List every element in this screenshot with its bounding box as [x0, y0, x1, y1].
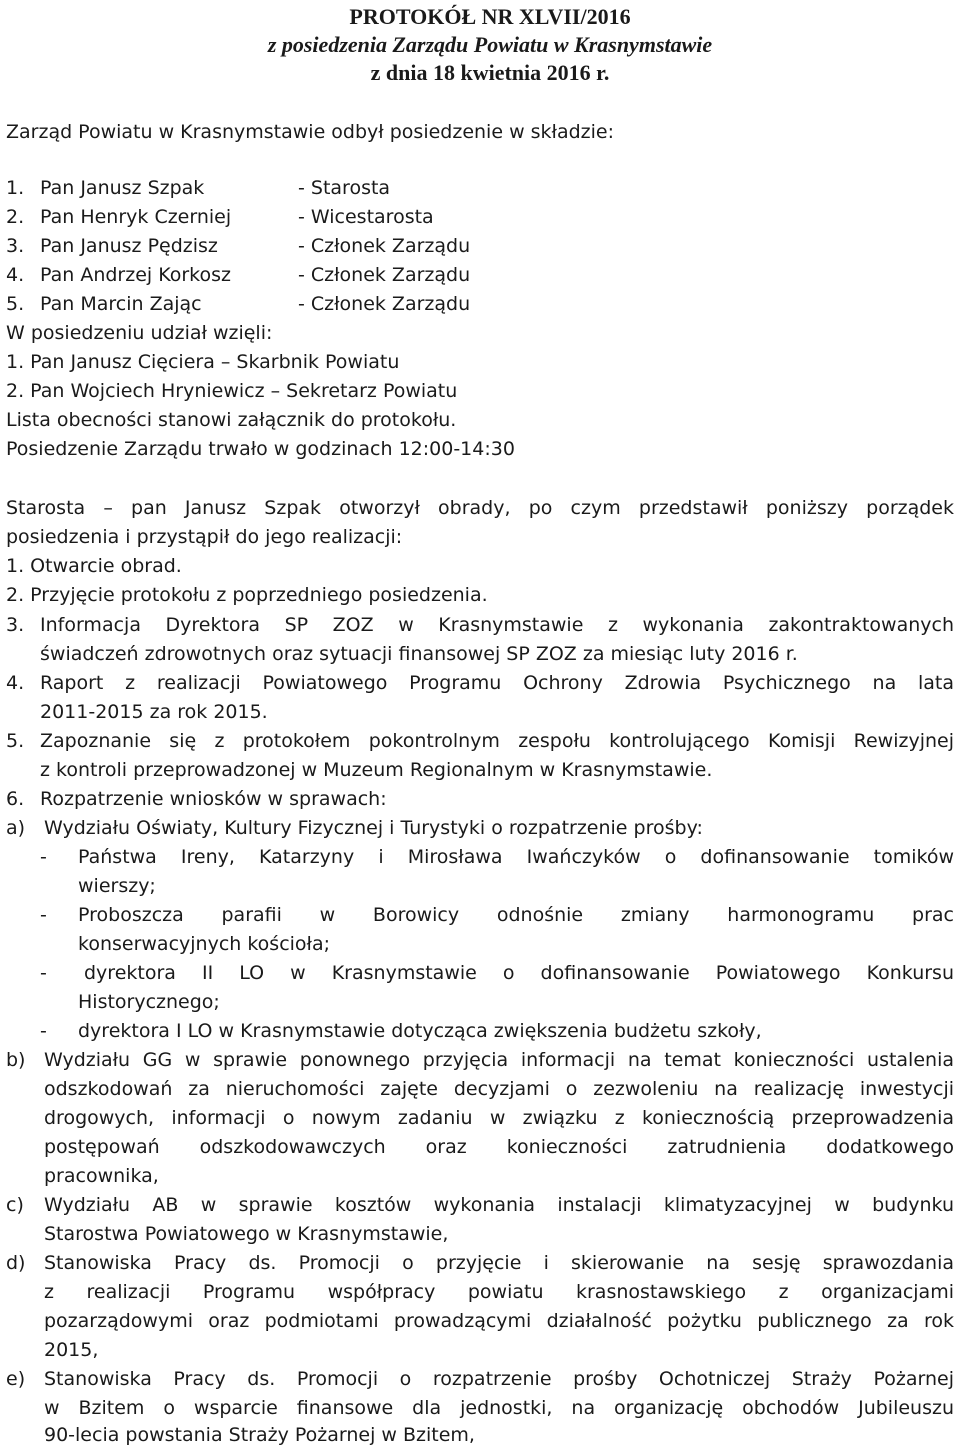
subitem-line: Wydziału AB w sprawie kosztów wykonania instalacji klimatyzacyjnej w budynku [44, 1194, 954, 1216]
subitem-marker: a) [6, 817, 26, 839]
bullet-line: dyrektora I LO w Krasnymstawie dotycząca zwiększenia budżetu szkoły, [78, 1020, 762, 1042]
subitem-line: Starostwa Powiatowego w Krasnymstawie, [44, 1223, 449, 1245]
agenda-item-line: Zapoznanie się z protokołem pokontrolnym zespołu kontrolującego Komisji Rewizyjnej [40, 730, 954, 752]
member-role: - Członek Zarządu [298, 235, 471, 257]
member-row [6, 174, 954, 202]
document-date: z dnia 18 kwietnia 2016 r. [370, 60, 610, 85]
subitem-line: 2015, [44, 1339, 99, 1361]
participant-item: 2. Pan Wojciech Hryniewicz – Sekretarz Powiatu [6, 380, 458, 402]
agenda-item: 1. Otwarcie obrad. [6, 555, 182, 577]
agenda-item-number: 4. [6, 672, 25, 694]
subitem-marker: d) [6, 1252, 26, 1274]
agenda-item-line: z kontroli przeprowadzonej w Muzeum Regionalnym w Krasnymstawie. [40, 759, 713, 781]
duration-note: Posiedzenie Zarządu trwało w godzinach 12:00-14:30 [6, 438, 515, 460]
participants-heading: W posiedzeniu udział wzięli: [6, 322, 273, 344]
agenda-item-line: Raport z realizacji Powiatowego Programu Ochrony Zdrowia Psychicznego na lata [40, 672, 954, 694]
member-row [6, 232, 954, 260]
bullet-dash: - [40, 904, 47, 926]
agenda-item-number: 3. [6, 614, 25, 636]
subitem-line: drogowych, informacji o nowym zadaniu w związku z koniecznością przeprowadzenia [44, 1107, 954, 1129]
subitem-line: pracownika, [44, 1165, 159, 1187]
intro-text: Zarząd Powiatu w Krasnymstawie odbył posiedzenie w składzie: [6, 121, 614, 143]
bullet-dash: - [40, 846, 47, 868]
bullet-dash: - [40, 962, 47, 984]
member-number: 3. [6, 235, 25, 257]
subitem-line: Stanowiska Pracy ds. Promocji o rozpatrzenie prośby Ochotniczej Straży Pożarnej [44, 1368, 954, 1390]
subitem-line: Stanowiska Pracy ds. Promocji o przyjęcie i skierowanie na sesję sprawozdania [44, 1252, 954, 1274]
member-name: Pan Janusz Pędzisz [40, 235, 218, 257]
member-number: 4. [6, 264, 25, 286]
subitem-line: z realizacji Programu współpracy powiatu krasnostawskiego z organizacjami [44, 1281, 954, 1303]
member-row [6, 261, 954, 289]
opening-line: posiedzenia i przystąpił do jego realizacji: [6, 526, 403, 548]
subitem-line: postępowań odszkodowawczych oraz konieczności zatrudnienia dodatkowego [44, 1136, 954, 1158]
member-number: 1. [6, 177, 25, 199]
subitem-line: Wydziału Oświaty, Kultury Fizycznej i Turystyki o rozpatrzenie prośby: [44, 817, 703, 839]
member-name: Pan Henryk Czerniej [40, 206, 232, 228]
member-row [6, 290, 954, 318]
attendance-note: Lista obecności stanowi załącznik do protokołu. [6, 409, 457, 431]
member-number: 2. [6, 206, 25, 228]
subitem-line: Wydziału GG w sprawie ponownego przyjęcia informacji na temat konieczności ustalenia [44, 1049, 954, 1071]
bullet-line: Proboszcza parafii w Borowicy odnośnie zmiany harmonogramu prac [78, 904, 954, 926]
opening-line: Starosta – pan Janusz Szpak otworzył obrady, po czym przedstawił poniższy porządek [6, 497, 954, 519]
agenda-item-line: Rozpatrzenie wniosków w sprawach: [40, 788, 387, 810]
bullet-line: wierszy; [78, 875, 156, 897]
member-name: Pan Marcin Zając [40, 293, 202, 315]
agenda-item-line: świadczeń zdrowotnych oraz sytuacji finansowej SP ZOZ za miesiąc luty 2016 r. [40, 643, 798, 665]
subitem-marker: c) [6, 1194, 24, 1216]
agenda-item-number: 6. [6, 788, 25, 810]
member-role: - Wicestarosta [298, 206, 434, 228]
agenda-item: 2. Przyjęcie protokołu z poprzedniego posiedzenia. [6, 584, 488, 606]
bullet-line: dyrektora II LO w Krasnymstawie o dofinansowanie Powiatowego Konkursu [84, 962, 954, 984]
member-name: Pan Andrzej Korkosz [40, 264, 231, 286]
agenda-item-number: 5. [6, 730, 25, 752]
bullet-dash: - [40, 1020, 47, 1042]
member-role: - Członek Zarządu [298, 293, 471, 315]
subitem-line: odszkodowań za nieruchomości zajęte decyzjami o zezwoleniu na realizację inwestycji [44, 1078, 954, 1100]
member-role: - Członek Zarządu [298, 264, 471, 286]
subitem-marker: e) [6, 1368, 26, 1390]
member-role: - Starosta [298, 177, 391, 199]
agenda-item-line: 2011-2015 za rok 2015. [40, 701, 268, 723]
agenda-item-line: Informacja Dyrektora SP ZOZ w Krasnymstawie z wykonania zakontraktowanych [40, 614, 954, 636]
subitem-line: 90-lecia powstania Straży Pożarnej w Bzitem, [44, 1424, 475, 1446]
bullet-line: Państwa Ireny, Katarzyny i Mirosława Iwańczyków o dofinansowanie tomików [78, 846, 954, 868]
document-header [20, 0, 960, 87]
member-number: 5. [6, 293, 25, 315]
document-title: PROTOKÓŁ NR XLVII/2016 [349, 4, 631, 29]
participant-item: 1. Pan Janusz Cięciera – Skarbnik Powiatu [6, 351, 400, 373]
document-subtitle: z posiedzenia Zarządu Powiatu w Krasnymstawie [267, 32, 713, 57]
member-name: Pan Janusz Szpak [40, 177, 205, 199]
subitem-marker: b) [6, 1049, 26, 1071]
member-row [6, 203, 954, 231]
subitem-line: w Bzitem o wsparcie finansowe dla jednostki, na organizację obchodów Jubileuszu [44, 1397, 954, 1419]
subitem-line: pozarządowymi oraz podmiotami prowadzącymi działalność pożytku publicznego za rok [44, 1310, 954, 1332]
bullet-line: Historycznego; [78, 991, 220, 1013]
bullet-line: konserwacyjnych kościoła; [78, 933, 331, 955]
